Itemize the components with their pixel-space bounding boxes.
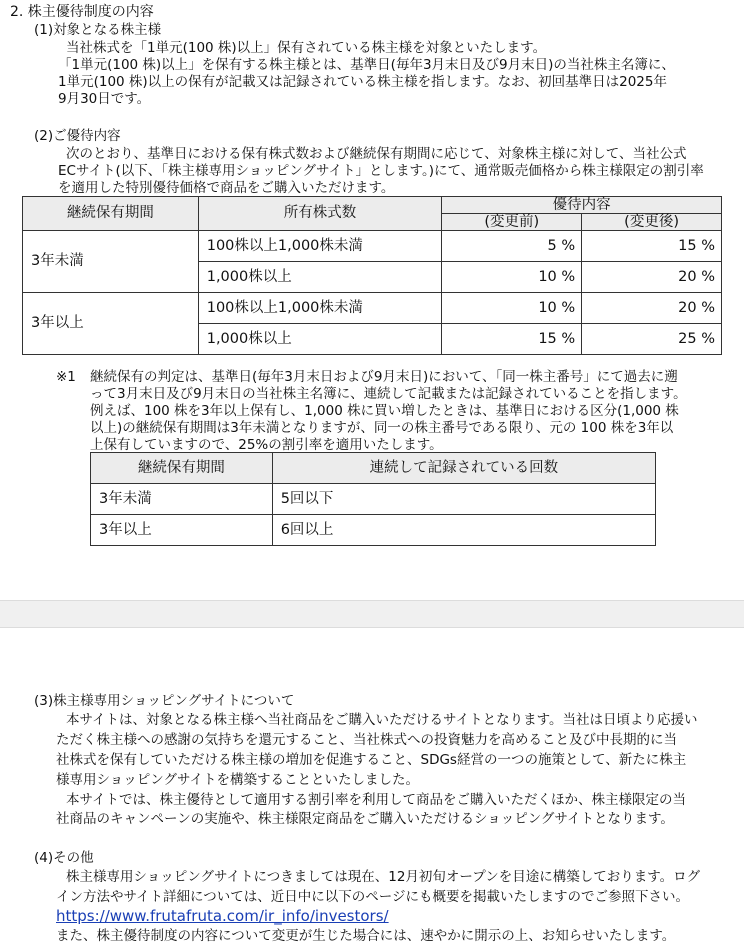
- header-before: (変更前): [442, 214, 582, 231]
- period-cell: 3年未満: [91, 484, 273, 515]
- shares-cell: 1,000株以上: [198, 324, 442, 355]
- period-cell: 3年以上: [23, 293, 199, 355]
- section-heading: 2. 株主優待制度の内容: [10, 4, 154, 20]
- sub1-title: (1)対象となる株主様: [34, 22, 162, 38]
- header-period: 継続保有期間: [91, 453, 273, 484]
- sub2-line: ECサイト(以下、「株主様専用ショッピングサイト」とします。)にて、通常販売価格から株主様限定の割引率: [58, 163, 704, 179]
- note-line: 上保有していますので、25%の割引率を適用いたします。: [90, 437, 443, 453]
- header-shares: 所有株式数: [198, 197, 442, 231]
- header-after: (変更後): [582, 214, 722, 231]
- sub3-line: 社商品のキャンペーンの実施や、株主様限定商品をご購入いただけるショッピングサイトとなります。: [56, 811, 674, 827]
- header-benefit: 優待内容: [442, 197, 722, 214]
- after-cell: 25 %: [582, 324, 722, 355]
- note-mark: ※1: [56, 369, 76, 385]
- sub1-line: 「1単元(100 株)以上」を保有する株主様とは、基準日(毎年3月末日及び9月末日)の当社株主名簿に、: [58, 57, 675, 73]
- period-cell: 3年以上: [91, 515, 273, 546]
- sub1-line: 9月30日です。: [58, 91, 151, 107]
- before-cell: 10 %: [442, 293, 582, 324]
- note-line: 以上)の継続保有期間は3年未満となりますが、同一の株主番号である限り、元の 100 株を3年以: [90, 420, 674, 436]
- sub3-line: 本サイトは、対象となる株主様へ当社商品をご購入いただけるサイトとなります。当社は日頃より応援い: [66, 712, 698, 728]
- note-line: って3月末日及び9月末日の当社株主名簿に、連続して記載または記録されていることを指します。: [90, 386, 687, 402]
- before-cell: 10 %: [442, 262, 582, 293]
- holding-count-table: [90, 452, 656, 546]
- count-cell: 6回以上: [272, 515, 655, 546]
- sub2-line: を適用した特別優待価格で商品をご購入いただけます。: [58, 180, 395, 196]
- period-cell: 3年未満: [23, 231, 199, 293]
- sub4-line: 株主様専用ショッピングサイトにつきましては現在、12月初旬オープンを目途に構築しております。ログ: [66, 869, 701, 885]
- investors-link[interactable]: https://www.frutafruta.com/ir_info/investors/: [56, 907, 389, 925]
- after-cell: 20 %: [582, 262, 722, 293]
- sub1-line: 1単元(100 株)以上の保有が記載又は記録されている株主様を指します。なお、初回基準日は2025年: [58, 74, 667, 90]
- sub4-line: イン方法やサイト詳細については、近日中に以下のページにも概要を掲載いたしますのでご参照下さい。: [56, 889, 690, 905]
- after-cell: 15 %: [582, 231, 722, 262]
- note-line: 継続保有の判定は、基準日(毎年3月末日および9月末日)において、「同一株主番号」にて過去に遡: [90, 369, 678, 385]
- after-cell: 20 %: [582, 293, 722, 324]
- shares-cell: 100株以上1,000株未満: [198, 293, 442, 324]
- shares-cell: 1,000株以上: [198, 262, 442, 293]
- sub3-title: (3)株主様専用ショッピングサイトについて: [34, 693, 295, 709]
- sub3-line: ただく株主様への感謝の気持ちを還元すること、当社株式への投資魅力を高めること及び中長期的に当: [56, 732, 677, 748]
- sub4-title: (4)その他: [34, 850, 94, 866]
- before-cell: 15 %: [442, 324, 582, 355]
- sub4-last-line: また、株主優待制度の内容について変更が生じた場合には、速やかに開示の上、お知らせいたします。: [56, 928, 676, 944]
- page-break: [0, 600, 744, 628]
- before-cell: 5 %: [442, 231, 582, 262]
- sub1-line: 当社株式を「1単元(100 株)以上」保有されている株主様を対象といたします。: [66, 40, 547, 56]
- sub3-line: 社株式を保有していただける株主様の増加を促進すること、SDGs経営の一つの施策として、新たに株主: [56, 752, 687, 768]
- sub3-line: 本サイトでは、株主優待として適用する割引率を利用して商品をご購入いただくほか、株主様限定の当: [66, 792, 687, 808]
- shares-cell: 100株以上1,000株未満: [198, 231, 442, 262]
- sub2-title: (2)ご優待内容: [34, 128, 121, 144]
- sub2-line: 次のとおり、基準日における保有株式数および継続保有期間に応じて、対象株主様に対して、当社公式: [66, 146, 687, 162]
- note-line: 例えば、100 株を3年以上保有し、1,000 株に買い増したときは、基準日における区分(1,000 株: [90, 403, 679, 419]
- header-period: 継続保有期間: [23, 197, 199, 231]
- benefit-table: [22, 196, 722, 355]
- sub3-line: 様専用ショッピングサイトを構築することといたしました。: [56, 772, 420, 788]
- header-count: 連続して記録されている回数: [272, 453, 655, 484]
- count-cell: 5回以下: [272, 484, 655, 515]
